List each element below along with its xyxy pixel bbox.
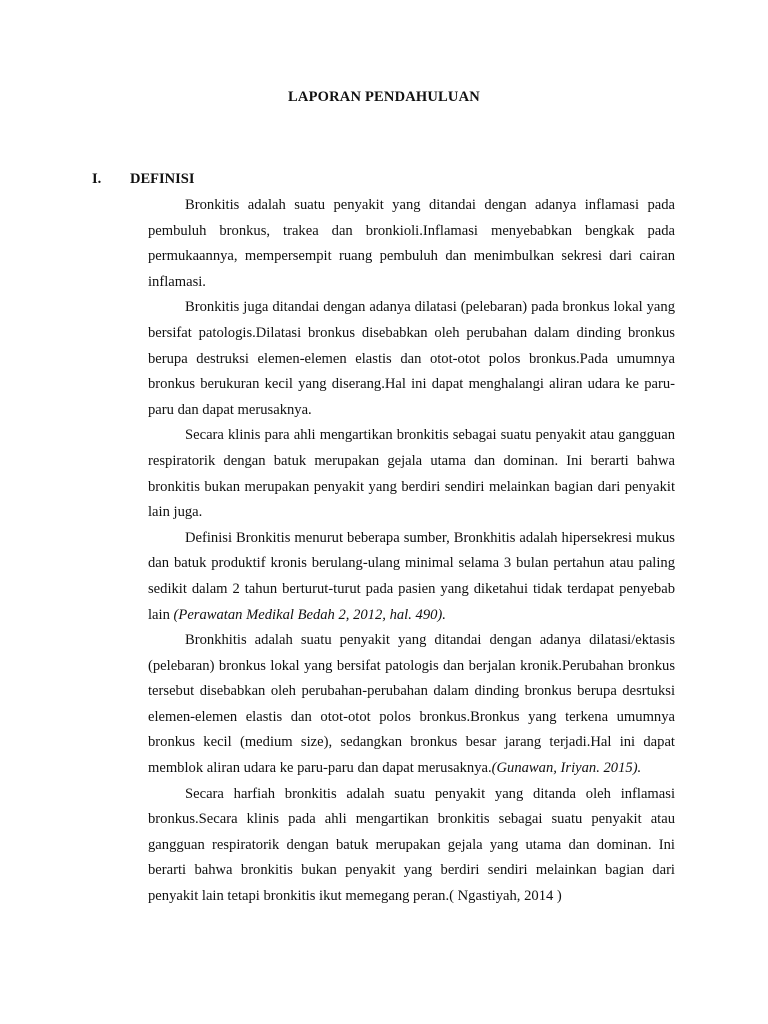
- paragraph-1: [148, 193, 675, 295]
- paragraph-text: Bronkitis juga ditandai dengan adanya dilatasi (pelebaran) pada bronkus lokal yang bersifat patologis.Dilatasi bronkus disebabkan oleh perubahan dalam dinding bronkus berupa destruksi elemen-elemen elastis dan otot-otot polos bronkus.Pada umumnya bronkus berukuran kecil yang diserang.Hal ini dapat menghalangi aliran udara ke paru-paru dan dapat merusaknya.: [148, 299, 675, 418]
- paragraph-text: Secara klinis para ahli mengartikan bronkitis sebagai suatu penyakit atau gangguan respiratorik dengan batuk merupakan gejala utama dan dominan. Ini berarti bahwa bronkitis bukan merupakan penyakit yang berdiri sendiri melainkan bagian dari penyakit lain juga.: [148, 427, 675, 521]
- section-number: I.: [92, 171, 102, 187]
- paragraph-citation: (Gunawan, Iriyan. 2015).: [491, 760, 642, 777]
- paragraph-text: Bronkhitis adalah suatu penyakit yang ditandai dengan adanya dilatasi/ektasis (pelebaran) bronkus lokal yang bersifat patologis dan berjalan kronik.Perubahan bronkus tersebut disebabkan oleh perubahan-perubahan dalam dinding bronkus berupa desrtuksi elemen-elemen elastis dan otot-otot polos bronkus.Bronkus yang terkena umumnya bronkus kecil (medium size), sedangkan bronkus besar jarang terjadi.Hal ini dapat memblok aliran udara ke paru-paru dan dapat merusaknya.: [148, 632, 675, 777]
- section-body: [148, 193, 675, 910]
- paragraph-2: [148, 295, 675, 423]
- paragraph-4: [148, 526, 675, 628]
- paragraph-text: Secara harfiah bronkitis adalah suatu penyakit yang ditanda oleh inflamasi bronkus.Secara klinis pada ahli mengartikan bronkitis sebagai suatu penyakit atau gangguan respiratorik dengan batuk merupakan gejala yang utama dan dominan. Ini berarti bahwa bronkitis bukan penyakit yang berdiri sendiri melainkan bagian dari penyakit lain tetapi bronkitis ikut memegang peran.( Ngastiyah, 2014 ): [148, 785, 675, 905]
- section-title: DEFINISI: [130, 171, 195, 187]
- paragraph-text: Definisi Bronkitis menurut beberapa sumber, Bronkhitis adalah hipersekresi mukus dan batuk produktif kronis berulang-ulang minimal selama 3 bulan pertahun atau paling sedikit dalam 2 tahun berturut-turut pada pasien yang diketahui tidak terdapat penyebab lain: [148, 529, 675, 623]
- paragraph-text: Bronkitis adalah suatu penyakit yang ditandai dengan adanya inflamasi pada pembuluh bronkus, trakea dan bronkioli.Inflamasi menyebabkan bengkak pada permukaannya, mempersempit ruang pembuluh dan menimbulkan sekresi dari cairan inflamasi.: [148, 197, 675, 290]
- paragraph-3: [148, 423, 675, 525]
- paragraph-6: [148, 782, 675, 910]
- paragraph-5: [148, 628, 675, 782]
- paragraph-citation: (Perawatan Medikal Bedah 2, 2012, hal. 490).: [173, 606, 446, 623]
- document-title: LAPORAN PENDAHULUAN: [288, 89, 480, 105]
